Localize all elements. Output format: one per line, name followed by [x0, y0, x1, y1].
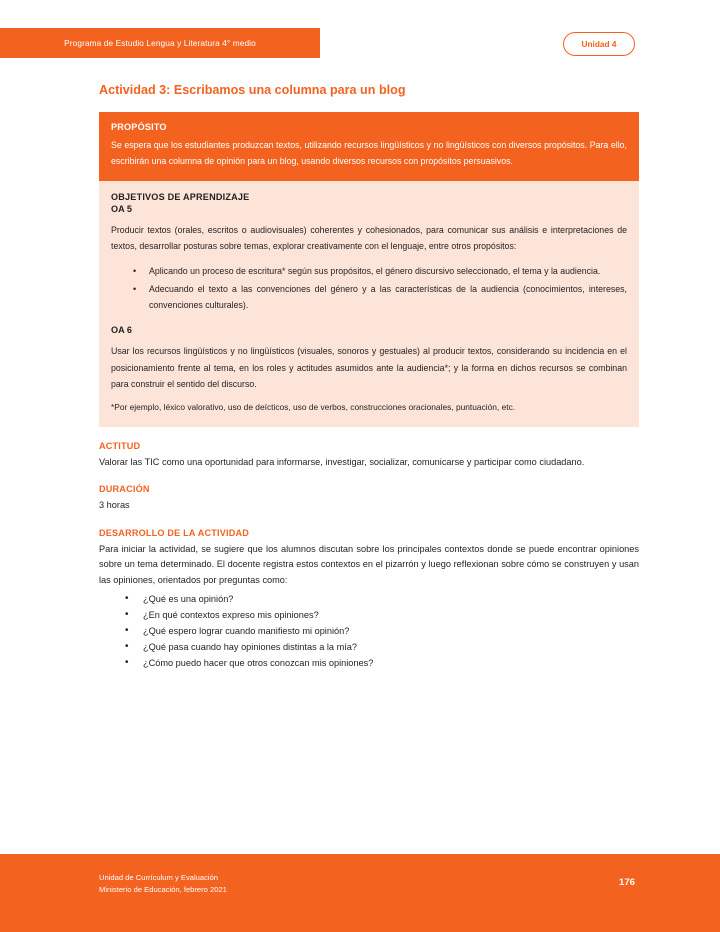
development-heading: DESARROLLO DE LA ACTIVIDAD	[99, 527, 250, 538]
footer-line-1: Unidad de Currículum y Evaluación	[99, 873, 219, 883]
oa5-bullet-list	[111, 263, 627, 314]
unit-badge	[563, 32, 635, 56]
development-question-list	[99, 591, 639, 671]
list-item: • ¿En qué contextos expreso mis opiniones?	[99, 607, 639, 623]
attitude-heading: ACTITUD	[99, 440, 141, 451]
purpose-text: Se espera que los estudiantes produzcan textos, utilizando recursos lingüísticos y no lingüísticos con diversos propósitos. Para ello, escribirán una columna de opinión para un blog, usando diversos recursos con propósitos persuasivos.	[111, 140, 627, 166]
list-item: • Aplicando un proceso de escritura* según sus propósitos, el género discursivo seleccionado, el tema y la audiencia.	[111, 263, 627, 279]
duration-section	[99, 484, 639, 514]
learning-objectives-heading: OBJETIVOS DE APRENDIZAJE	[111, 192, 250, 203]
oa-footnote: *Por ejemplo, léxico valorativo, uso de deícticos, uso de verbos, construcciones oracionales, puntuación, etc.	[111, 402, 516, 413]
purpose-heading: PROPÓSITO	[111, 122, 167, 133]
oa5-text: Producir textos (orales, escritos o audiovisuales) coherentes y cohesionados, para comunicar sus análisis e interpretaciones de textos, desarrollar posturas sobre temas, explorar creativamente con el lenguaje, entre otros propósitos:	[111, 225, 627, 252]
duration-heading: DURACIÓN	[99, 484, 150, 495]
footer-line-2: Ministerio de Educación, febrero 2021	[99, 885, 227, 895]
page-title	[99, 82, 639, 98]
program-header-band	[0, 28, 320, 58]
list-item: • Adecuando el texto a las convenciones del género y a las características de la audiencia (conocimientos, intereses, convenciones culturales).	[111, 281, 627, 314]
program-header-text: Programa de Estudio Lengua y Literatura 4° medio	[64, 38, 256, 48]
activity-title-label: Actividad 3:	[99, 83, 171, 97]
activity-title-rest: Escribamos una columna para un blog	[170, 83, 406, 97]
footer-publisher	[99, 872, 227, 896]
list-item: • ¿Qué pasa cuando hay opiniones distintas a la mía?	[99, 639, 639, 655]
purpose-panel	[99, 112, 639, 181]
learning-objectives-panel	[99, 181, 639, 426]
list-item: • ¿Cómo puedo hacer que otros conozcan mis opiniones?	[99, 655, 639, 671]
attitude-text: Valorar las TIC como una oportunidad para informarse, investigar, socializar, comunicarse y participar como ciudadano.	[99, 456, 585, 467]
page-number: 176	[618, 877, 635, 888]
development-text: Para iniciar la actividad, se sugiere que los alumnos discutan sobre los principales contextos donde se puede encontrar opiniones sobre un tema determinado. El docente registra estos contextos en el pizarrón y luego reflexionan sobre cómo se construyen y usan las opiniones, orientados por preguntas como:	[99, 543, 639, 586]
oa6-code: OA 6	[111, 325, 132, 336]
attitude-section	[99, 441, 639, 471]
unit-badge-label: Unidad 4	[581, 39, 617, 49]
list-item: • ¿Qué espero lograr cuando manifiesto mi opinión?	[99, 623, 639, 639]
duration-value: 3 horas	[99, 500, 130, 511]
development-section	[99, 528, 639, 671]
list-item: • ¿Qué es una opinión?	[99, 591, 639, 607]
oa5-code: OA 5	[111, 204, 132, 215]
page-content	[99, 82, 639, 671]
oa6-text: Usar los recursos lingüísticos y no lingüísticos (visuales, sonoros y gestuales) al producir textos, considerando su incidencia en el posicionamiento frente al tema, en los roles y actitudes asumidos ante la audiencia*; y la forma en dichos recursos se combinan para construir el sentido del discurso.	[111, 346, 627, 389]
